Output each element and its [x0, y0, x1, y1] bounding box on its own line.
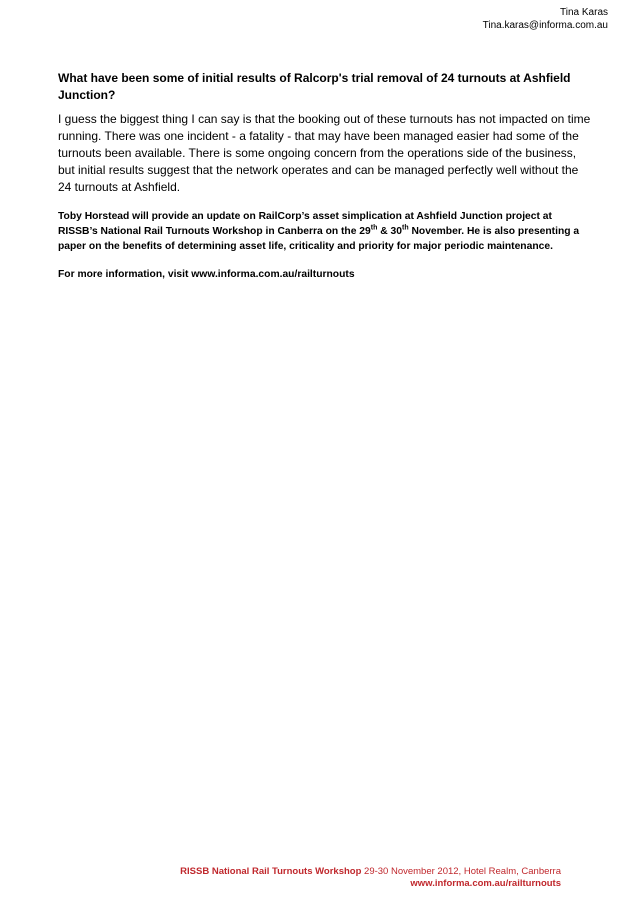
ordinal-suffix: th [370, 224, 378, 232]
speaker-note-text-1: Toby Horstead will provide an update on RailCorp’s asset simplication at Ashfield Junction project at RISSB’s National Rail Turnouts Workshop in Canberra on the 29 [58, 211, 552, 237]
interview-question: What have been some of initial results of Ralcorp's trial removal of 24 turnouts at Ashfield Junction? [58, 71, 571, 102]
more-info-line: For more information, visit www.informa.com.au/railturnouts [58, 269, 355, 280]
footer-website: www.informa.com.au/railturnouts [410, 878, 561, 889]
footer-event-name: RISSB National Rail Turnouts Workshop [180, 866, 362, 877]
ordinal-suffix: th [402, 224, 409, 232]
page-footer [180, 866, 561, 890]
author-email: Tina.karas@informa.com.au [482, 20, 608, 31]
speaker-note-text-3: November. He is also presenting a paper on the benefits of determining asset life, criticality and priority for major periodic maintenance. [58, 226, 580, 252]
footer-event-line [180, 866, 561, 878]
footer-event-details: 29-30 November 2012, Hotel Realm, Canberra [361, 866, 561, 877]
speaker-note-text-2: & 30 [377, 226, 402, 237]
interview-answer: I guess the biggest thing I can say is that the booking out of these turnouts has not impacted on time running. There was one incident - a fatality - that may have been managed easier had some of the turnouts been available. There is some ongoing concern from the operations side of the business, but initial results suggest that the network operates and can be managed perfectly well without the 24 turnouts at Ashfield. [58, 112, 591, 194]
author-name: Tina Karas [560, 7, 608, 18]
page-header [483, 6, 608, 32]
document-body [58, 70, 594, 282]
speaker-note [58, 209, 594, 254]
